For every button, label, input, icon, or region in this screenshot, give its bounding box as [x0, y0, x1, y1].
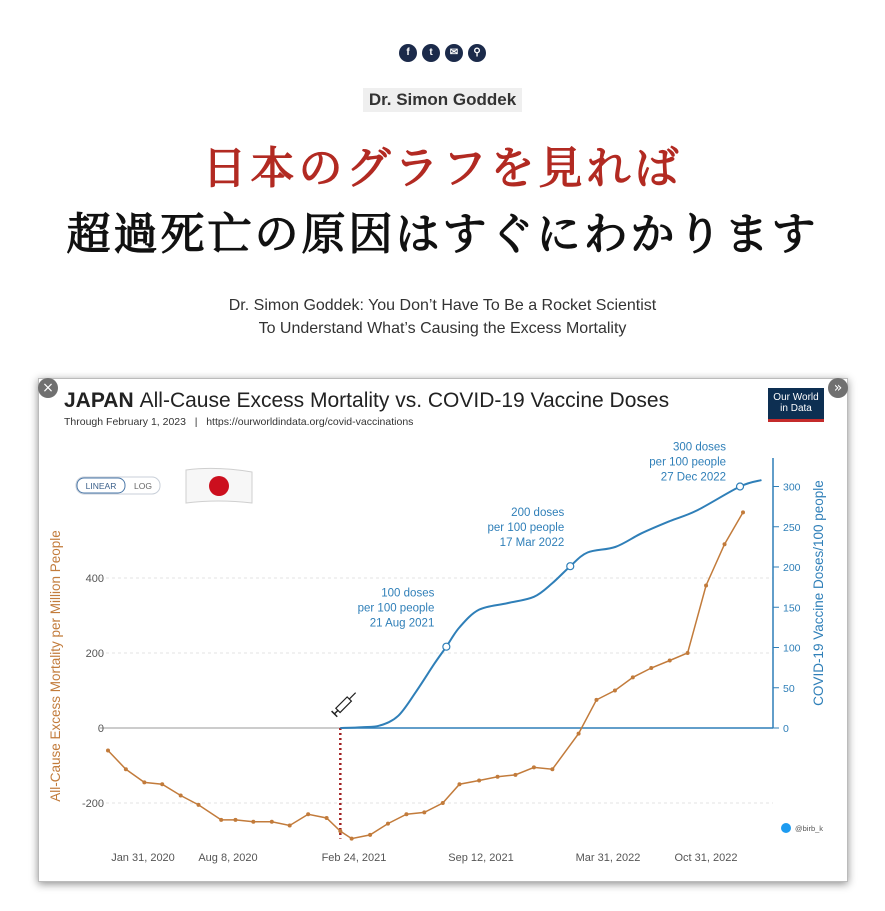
- syringe-plunger: [334, 710, 338, 714]
- flag-disc: [209, 476, 229, 496]
- author-name: Dr. Simon Goddek: [363, 88, 522, 112]
- headline-line-2: 超過死亡の原因はすぐにわかります: [66, 209, 819, 260]
- twitter-watermark-icon: [781, 823, 791, 833]
- mortality-point: [496, 775, 500, 779]
- mortality-point: [513, 773, 517, 777]
- right-tick-label: 200: [783, 562, 801, 574]
- annotation-text: per 100 people: [649, 456, 727, 469]
- mortality-point: [532, 765, 536, 769]
- mortality-point: [686, 651, 690, 655]
- right-tick-label: 250: [783, 521, 801, 534]
- linear-button[interactable]: LINEAR: [85, 481, 117, 491]
- left-tick-label: -200: [81, 798, 104, 810]
- x-tick-label: Jan 31, 2020: [111, 852, 175, 864]
- annotation-marker: [567, 563, 574, 570]
- mortality-point: [219, 818, 223, 822]
- left-tick-label: 0: [97, 723, 104, 735]
- mortality-point: [270, 820, 274, 824]
- chart-title-bold: JAPAN: [64, 389, 134, 412]
- mortality-point: [741, 510, 745, 514]
- mortality-point: [594, 698, 598, 702]
- annotation-text: 17 Mar 2022: [499, 537, 565, 550]
- mortality-point: [179, 794, 183, 798]
- headline-line-1: 日本のグラフを見れば: [202, 143, 683, 194]
- close-icon[interactable]: ×: [38, 378, 58, 398]
- mortality-point: [577, 732, 581, 736]
- next-icon[interactable]: »: [828, 378, 848, 398]
- mortality-point: [668, 659, 672, 663]
- right-tick-label: 0: [783, 723, 789, 735]
- x-axis-ticks: [111, 852, 737, 864]
- mortality-point: [124, 767, 128, 771]
- mortality-point: [368, 833, 372, 837]
- mortality-point: [251, 820, 255, 824]
- grid-lines: [97, 578, 773, 803]
- mortality-point: [404, 812, 408, 816]
- right-axis-ticks: [773, 482, 801, 736]
- japan-flag-icon: [186, 468, 252, 503]
- mortality-point: [338, 829, 342, 833]
- left-axis-ticks: [82, 573, 104, 810]
- x-tick-label: Aug 8, 2020: [198, 852, 258, 864]
- mortality-point: [288, 824, 292, 828]
- left-axis-label: All-Cause Excess Mortality per Million People: [48, 530, 63, 802]
- annotation-text: 300 doses: [672, 441, 727, 454]
- email-icon[interactable]: ✉: [445, 44, 463, 62]
- twitter-watermark: [781, 823, 823, 833]
- mortality-point: [441, 801, 445, 805]
- twitter-watermark-text: @birb_k: [795, 824, 824, 833]
- right-tick-label: 150: [783, 602, 801, 615]
- mortality-point: [350, 837, 354, 841]
- mortality-point: [106, 749, 110, 753]
- mortality-point: [233, 818, 237, 822]
- mortality-point: [613, 689, 617, 693]
- mortality-point: [631, 675, 635, 679]
- syringe-icon: [332, 690, 359, 717]
- mortality-point: [386, 822, 390, 826]
- x-tick-label: Sep 12, 2021: [448, 852, 514, 864]
- right-tick-label: 100: [783, 642, 801, 655]
- right-tick-label: 50: [783, 682, 795, 695]
- mortality-point: [422, 810, 426, 814]
- mortality-point: [723, 542, 727, 546]
- mortality-point: [477, 779, 481, 783]
- link-icon[interactable]: ⚲: [468, 44, 486, 62]
- scale-toggle: [76, 477, 160, 494]
- mortality-point: [649, 666, 653, 670]
- left-tick-label: 200: [85, 648, 104, 660]
- x-tick-label: Mar 31, 2022: [575, 852, 641, 864]
- chart-subtitle: Through February 1, 2023 | https://ourworldindata.org/covid-vaccinations: [64, 416, 414, 428]
- annotation-text: per 100 people: [357, 602, 435, 615]
- annotation-text: 100 doses: [381, 587, 435, 600]
- mortality-point: [197, 803, 201, 807]
- owid-logo-line-1: Our World: [773, 392, 819, 403]
- annotation-text: per 100 people: [487, 522, 565, 535]
- annotation-marker: [737, 483, 744, 490]
- mortality-point: [142, 780, 146, 784]
- right-tick-label: 300: [783, 481, 801, 494]
- right-axis-label: COVID-19 Vaccine Doses/100 people: [811, 480, 826, 706]
- mortality-point: [325, 816, 329, 820]
- series-line-mortality: [108, 512, 743, 838]
- mortality-point: [306, 812, 310, 816]
- chart-title-rest: All-Cause Excess Mortality vs. COVID-19 Vaccine Doses: [139, 389, 670, 412]
- mortality-point: [160, 782, 164, 786]
- annotation-text: 200 doses: [511, 507, 565, 520]
- annotation-text: 21 Aug 2021: [369, 617, 435, 630]
- mortality-point: [704, 584, 708, 588]
- annotation-text: 27 Dec 2022: [660, 471, 727, 484]
- annotation-marker: [443, 643, 450, 650]
- dose-annotations: [358, 442, 744, 651]
- facebook-icon[interactable]: f: [399, 44, 417, 62]
- x-tick-label: Oct 31, 2022: [674, 852, 738, 864]
- syringe-barrel: [336, 697, 352, 713]
- log-button[interactable]: LOG: [134, 481, 152, 491]
- twitter-icon[interactable]: t: [422, 44, 440, 62]
- mortality-point: [457, 782, 461, 786]
- owid-logo-line-2: in Data: [780, 403, 812, 414]
- series-points-mortality: [106, 510, 745, 840]
- left-tick-label: 400: [85, 573, 104, 585]
- x-tick-label: Feb 24, 2021: [321, 852, 387, 864]
- chart-title: [64, 389, 669, 412]
- subtitle-line-2: To Understand What’s Causing the Excess Mortality: [258, 320, 627, 337]
- mortality-point: [550, 767, 554, 771]
- syringe-needle: [349, 693, 355, 699]
- subtitle-line-1: Dr. Simon Goddek: You Don’t Have To Be a Rocket Scientist: [228, 297, 657, 314]
